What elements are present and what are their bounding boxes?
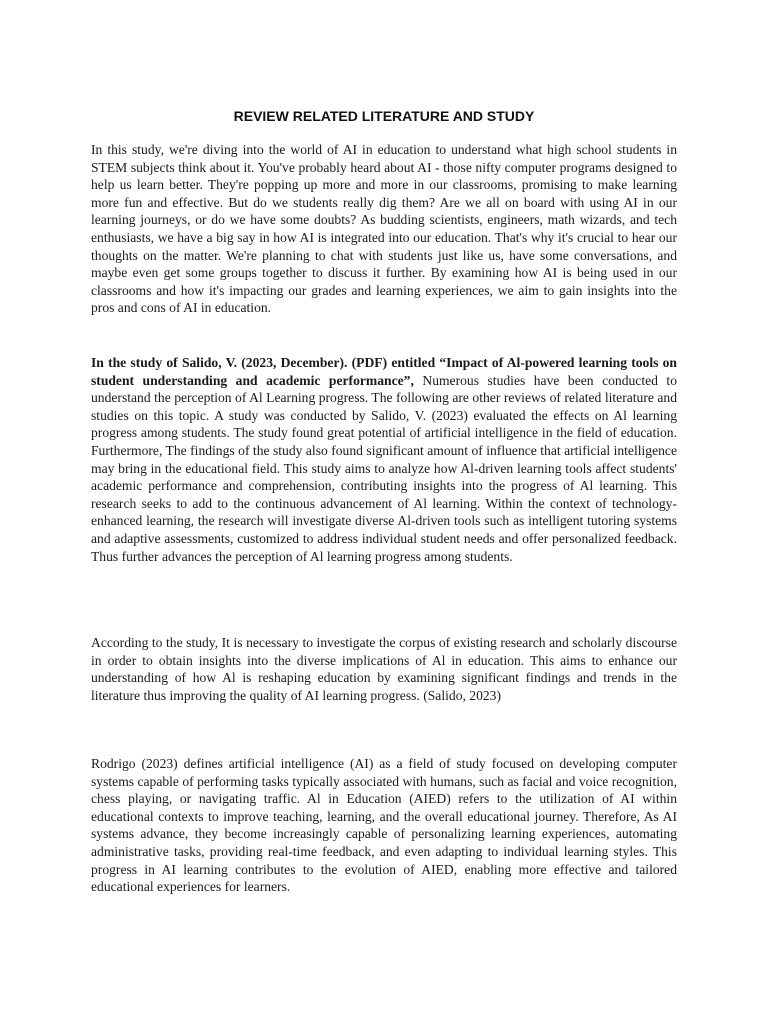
intro-paragraph xyxy=(91,141,677,317)
page-title: REVIEW RELATED LITERATURE AND STUDY xyxy=(233,108,535,124)
paragraph-text: Rodrigo (2023) defines artificial intelligence (AI) as a field of study focused on developing computer systems capable of performing tasks typically associated with humans, such as facial and voice recognition, chess playing, or navigating traffic. Al in Education (AIED) refers to the utilization of AI within educational contexts to improve teaching, learning, and the overall educational journey. Therefore, As AI systems advance, they become increasingly capable of personalizing learning experiences, automating administrative tasks, providing real-time feedback, and even adapting to individual learning styles. This progress in AI learning contributes to the evolution of AIED, enabling more effective and tailored educational experiences for learners. xyxy=(91,756,677,895)
paragraph-text: Numerous studies have been conducted to understand the perception of Al Learning progress. The following are other reviews of related literature and studies on this topic. A study was conducted by Salido, V. (2023) evaluated the effects on Al learning progress among students. The study found great potential of artificial intelligence in the field of education. Furthermore, The findings of the study also found significant amount of influence that artificial intelligence may bring in the educational field. This study aims to analyze how Al-driven learning tools affect students' academic performance and comprehension, contributing insights into the progress of Al learning. This research seeks to add to the continuous advancement of Al learning. Within the context of technology-enhanced learning, the research will investigate diverse Al-driven tools such as intelligent tutoring systems and adaptive assessments, customized to address individual student needs and offer personalized feedback. Thus further advances the perception of Al learning progress among students. xyxy=(91,372,678,564)
rodrigo-definition-paragraph xyxy=(91,755,677,896)
salido-study-paragraph xyxy=(91,354,677,565)
study-citation-lead: In the study of Salido, V. (2023, December). (PDF) entitled “Impact of Al-powered learning tools on student understanding and academic performance”, xyxy=(91,355,677,388)
paragraph-text: According to the study, It is necessary to investigate the corpus of existing research and scholarly discourse in order to obtain insights into the diverse implications of Al in education. This aims to enhance our understanding of how Al is reshaping education by examining significant findings and trends in the literature thus improving the quality of AI learning progress. (Salido, 2023) xyxy=(91,635,677,703)
paragraph-text: In this study, we're diving into the world of AI in education to understand what high school students in STEM subjects think about it. You've probably heard about AI - those nifty computer programs designed to help us learn better. They're popping up more and more in our classrooms, promising to make learning more fun and effective. But do we students really dig them? Are we all on board with using AI in our learning journeys, or do we have some doubts? As budding scientists, engineers, math wizards, and tech enthusiasts, we have a big say in how AI is integrated into our education. That's why it's crucial to hear our thoughts on the matter. We're planning to chat with students just like us, have some conversations, and maybe even get some groups together to discuss it further. By examining how AI is being used in our classrooms and how it's impacting our grades and learning experiences, we aim to gain insights into the pros and cons of AI in education. xyxy=(91,142,677,316)
salido-summary-paragraph xyxy=(91,634,677,704)
